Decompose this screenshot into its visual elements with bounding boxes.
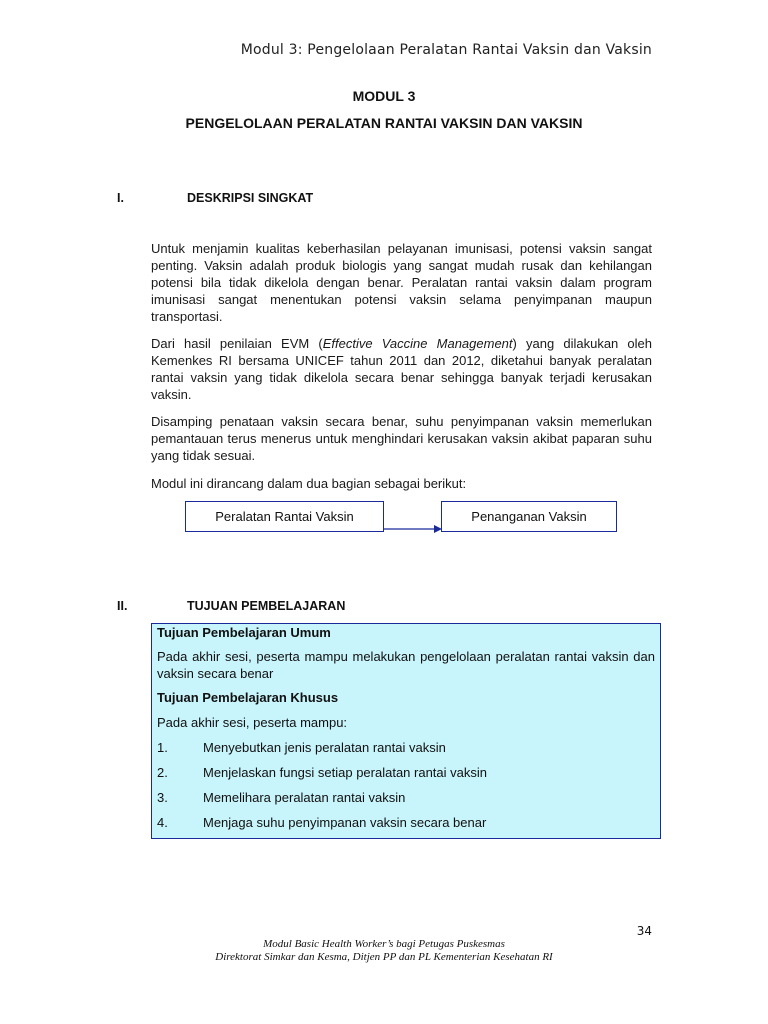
footer-line: Direktorat Simkar dan Kesma, Ditjen PP dan PL Kementerian Kesehatan RI (215, 951, 553, 963)
paragraph: Modul ini dirancang dalam dua bagian sebagai berikut: (151, 476, 467, 491)
section-number: II. (117, 599, 128, 613)
general-objective-heading: Tujuan Pembelajaran Umum (157, 625, 331, 640)
paragraph-text: Dari hasil penilaian EVM ( (151, 336, 323, 351)
flow-box-label: Penanganan Vaksin (471, 509, 587, 524)
paragraph (151, 335, 652, 403)
list-item-number: 1. (157, 740, 168, 755)
paragraph: Untuk menjamin kualitas keberhasilan pelayanan imunisasi, potensi vaksin sangat penting. Vaksin adalah produk biologis yang sangat mudah rusak dan kehilangan potensi bila tidak dikelola dengan benar. Peralatan rantai vaksin dalam program imunisasi sangat menentukan potensi vaksin selama penyimpanan maupun transportasi. (151, 241, 652, 324)
flow-box-peralatan (185, 501, 384, 532)
objectives-box (151, 623, 661, 839)
paragraph-text: ) yang dilakukan oleh Kemenkes RI bersama UNICEF tahun 2011 dan 2012, diketahui banyak peralatan rantai vaksin yang tidak dikelola secara benar sehingga banyak terjadi kerusakan vaksin. (151, 336, 652, 402)
list-item (157, 814, 655, 831)
list-item-text: Menjelaskan fungsi setiap peralatan rantai vaksin (203, 765, 488, 780)
section-title: TUJUAN PEMBELAJARAN (187, 599, 346, 613)
module-number: MODUL 3 (352, 88, 416, 104)
footer-line: Modul Basic Health Worker’s bagi Petugas Puskesmas (263, 938, 505, 950)
general-objective-text: Pada akhir sesi, peserta mampu melakukan pengelolaan peralatan rantai vaksin dan vaksin secara benar (157, 649, 655, 681)
list-item (157, 764, 655, 781)
paragraph-italic: Effective Vaccine Management (322, 336, 513, 351)
list-item-number: 3. (157, 790, 168, 805)
list-item (157, 789, 655, 806)
flow-box-penanganan (441, 501, 617, 532)
flow-arrow (384, 518, 444, 534)
flow-box-label: Peralatan Rantai Vaksin (215, 509, 354, 524)
specific-objective-heading: Tujuan Pembelajaran Khusus (157, 690, 339, 705)
section-title: DESKRIPSI SINGKAT (187, 191, 314, 205)
module-title: PENGELOLAAN PERALATAN RANTAI VAKSIN DAN VAKSIN (185, 115, 583, 131)
list-item-text: Memelihara peralatan rantai vaksin (203, 790, 406, 805)
specific-objective-intro: Pada akhir sesi, peserta mampu: (157, 715, 348, 730)
list-item-number: 4. (157, 815, 168, 830)
list-item-number: 2. (157, 765, 168, 780)
running-header: Modul 3: Pengelolaan Peralatan Rantai Vaksin dan Vaksin (240, 42, 652, 58)
list-item (157, 739, 655, 756)
list-item-text: Menjaga suhu penyimpanan vaksin secara benar (203, 815, 487, 830)
page-number: 34 (636, 924, 652, 938)
list-item-text: Menyebutkan jenis peralatan rantai vaksin (203, 740, 446, 755)
section-number: I. (117, 191, 124, 205)
paragraph: Disamping penataan vaksin secara benar, suhu penyimpanan vaksin memerlukan pemantauan terus menerus untuk menghindari kerusakan vaksin akibat paparan suhu yang tidak sesuai. (151, 414, 652, 463)
